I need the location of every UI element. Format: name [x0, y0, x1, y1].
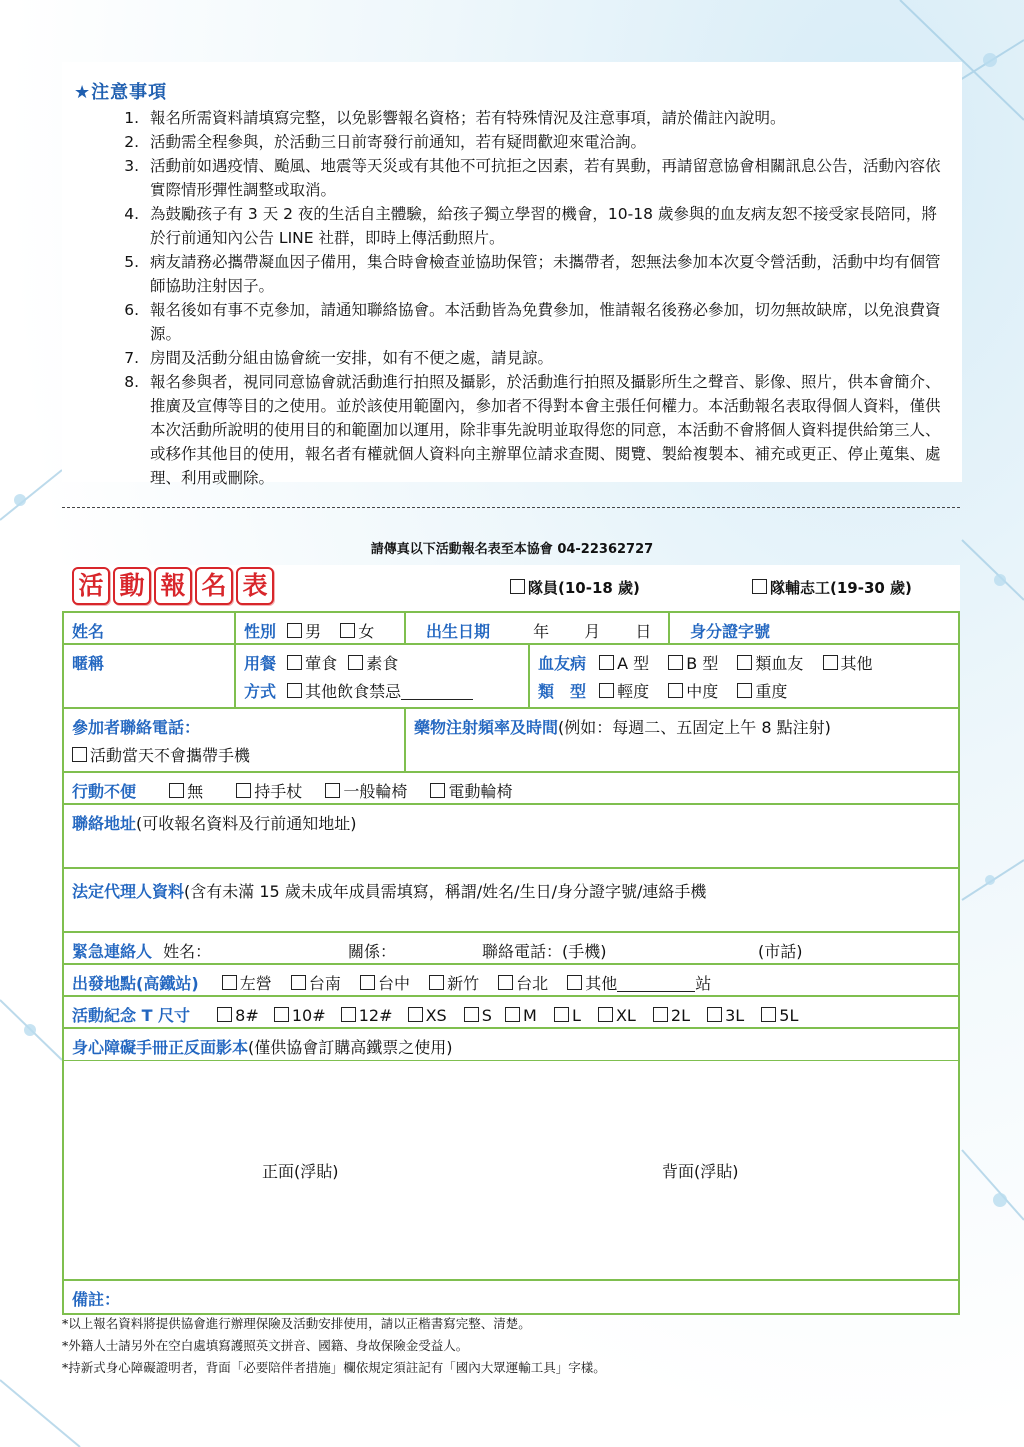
- year-label: 年: [533, 622, 550, 641]
- footnote: *以上報名資料將提供協會進行辦理保險及活動安排使用，請以正楷書寫完整、清楚。: [62, 1316, 531, 1331]
- size-label: 12#: [358, 1006, 393, 1025]
- handbook-cell: [64, 1029, 958, 1060]
- size-checkbox[interactable]: [761, 1007, 776, 1022]
- form-title-char: 名: [195, 567, 233, 605]
- handbook-label: 身心障礙手冊正反面影本: [72, 1038, 249, 1057]
- size-label: 3L: [725, 1006, 745, 1025]
- size-label: XS: [425, 1006, 447, 1025]
- form-title: [72, 567, 274, 605]
- station-checkbox[interactable]: [429, 975, 444, 990]
- size-checkbox[interactable]: [505, 1007, 520, 1022]
- mobility-electric-label: 電動輪椅: [448, 782, 513, 801]
- other-diet-input[interactable]: [401, 685, 473, 700]
- nickname-label: 暱稱: [72, 654, 105, 673]
- id-cell[interactable]: [668, 613, 958, 643]
- other-diet-label: 其他飲食禁忌: [305, 682, 402, 701]
- em-relation-label: 關係：: [348, 942, 397, 961]
- form-header: [62, 565, 960, 611]
- other-station-input[interactable]: [617, 977, 695, 992]
- size-checkbox[interactable]: [653, 1007, 668, 1022]
- meal-label: 用餐: [244, 654, 277, 673]
- row-guardian: [64, 869, 958, 933]
- checkbox[interactable]: [510, 579, 525, 594]
- row-handbook-paste: [64, 1061, 958, 1281]
- name-cell[interactable]: [64, 613, 234, 643]
- size-label: 8#: [235, 1006, 259, 1025]
- type-a-checkbox[interactable]: [599, 655, 614, 670]
- departure-label: 出發地點(高鐵站): [72, 974, 199, 993]
- row-phone-injection: [64, 709, 958, 773]
- size-checkbox[interactable]: [464, 1007, 479, 1022]
- severe-label: 重度: [755, 682, 788, 701]
- gender-label: 性別: [244, 622, 277, 641]
- type-b-checkbox[interactable]: [668, 655, 683, 670]
- row-shirt-size: [64, 997, 958, 1029]
- mobility-wheelchair-checkbox[interactable]: [325, 783, 340, 798]
- mild-label: 輕度: [617, 682, 650, 701]
- notice-list: [74, 106, 952, 490]
- guardian-note: (含有未滿 15 歲未成年成員需填寫，稱謂/姓名/生日/身分證字號/連絡手機: [184, 882, 707, 901]
- form-title-char: 動: [113, 567, 151, 605]
- row-meal-type: [64, 645, 958, 709]
- station-label: 台南: [308, 974, 341, 993]
- size-label: XL: [615, 1006, 636, 1025]
- type-like-checkbox[interactable]: [737, 655, 752, 670]
- handbook-note: (僅供協會訂購高鐵票之使用): [248, 1038, 453, 1057]
- size-label: L: [571, 1006, 581, 1025]
- type-other-label: 其他: [840, 654, 873, 673]
- checkbox[interactable]: [752, 579, 767, 594]
- meal-method-label: 方式: [244, 682, 277, 701]
- row-handbook-header: [64, 1029, 958, 1061]
- meat-checkbox[interactable]: [287, 655, 302, 670]
- remarks-cell[interactable]: [64, 1281, 958, 1313]
- role-volunteer-option[interactable]: [752, 577, 912, 598]
- id-label: 身分證字號: [690, 622, 771, 641]
- station-label: 左營: [239, 974, 272, 993]
- type-like-label: 類血友: [755, 654, 804, 673]
- footnote: *持新式身心障礙證明者，背面「必要陪伴者措施」欄依規定須註記有「國內大眾運輸工具」字樣。: [62, 1360, 606, 1375]
- em-name-label: 姓名：: [163, 942, 212, 961]
- back-paste-area[interactable]: 背面(浮貼): [662, 1162, 739, 1181]
- name-label: 姓名: [72, 622, 105, 641]
- veg-checkbox[interactable]: [348, 655, 363, 670]
- birthdate-cell[interactable]: [404, 613, 668, 643]
- veg-label: 素食: [366, 654, 399, 673]
- hemophilia-cell: [528, 645, 958, 707]
- size-label: S: [481, 1006, 492, 1025]
- hemophilia-label: 血友病: [538, 654, 587, 673]
- injection-example: (例如：每週二、五固定上午 8 點注射): [558, 718, 831, 737]
- row-basic-info: [64, 613, 958, 645]
- row-remarks: [64, 1281, 958, 1313]
- emergency-cell[interactable]: [64, 933, 958, 963]
- size-checkbox[interactable]: [217, 1007, 232, 1022]
- mobility-none-checkbox[interactable]: [169, 783, 184, 798]
- fax-instruction: 請傳真以下活動報名表至本協會 04-22362727: [370, 542, 654, 557]
- notice-item: 3. 活動前如遇疫情、颱風、地震等天災或有其他不可抗拒之因素，若有異動，再請留意協會相關訊息公告，活動內容依實際情形彈性調整或取消。: [144, 154, 952, 202]
- type-a-label: A 型: [617, 654, 650, 673]
- station-label: 台北: [516, 974, 549, 993]
- shirt-cell: [64, 997, 958, 1027]
- cut-line: [62, 507, 960, 508]
- meal-cell: [234, 645, 528, 707]
- address-label: 聯絡地址: [72, 814, 137, 833]
- registration-form: [62, 611, 960, 1315]
- female-label: 女: [358, 622, 375, 641]
- row-address: [64, 805, 958, 869]
- female-checkbox[interactable]: [340, 623, 355, 638]
- moderate-label: 中度: [686, 682, 719, 701]
- em-home-label: (市話): [758, 942, 803, 961]
- no-phone-label: 活動當天不會攜帶手機: [90, 746, 251, 765]
- address-note: (可收報名資料及行前通知地址): [136, 814, 357, 833]
- male-label: 男: [305, 622, 322, 641]
- notice-item: 1. 報名所需資料請填寫完整，以免影響報名資格；若有特殊情況及注意事項，請於備註內說明。: [144, 106, 952, 130]
- notice-panel: [62, 62, 962, 487]
- notice-title: ★注意事項: [74, 82, 168, 103]
- station-checkbox[interactable]: [567, 975, 582, 990]
- type-b-label: B 型: [686, 654, 719, 673]
- size-label: 2L: [670, 1006, 691, 1025]
- guardian-label: 法定代理人資料: [72, 882, 185, 901]
- nickname-cell[interactable]: [64, 645, 234, 707]
- mobility-label: 行動不便: [72, 782, 137, 801]
- form-title-char: 表: [236, 567, 274, 605]
- mobility-cane-label: 持手杖: [254, 782, 303, 801]
- size-checkbox[interactable]: [554, 1007, 569, 1022]
- notice-item: 2. 活動需全程參與，於活動三日前寄發行前通知，若有疑問歡迎來電洽詢。: [144, 130, 952, 154]
- size-checkbox[interactable]: [341, 1007, 356, 1022]
- footnote: *外籍人士請另外在空白處填寫護照英文拼音、國籍、身故保險金受益人。: [62, 1338, 469, 1353]
- notice-item: 7. 房間及活動分組由協會統一安排，如有不便之處，請見諒。: [144, 346, 952, 370]
- station-label: 新竹: [447, 974, 480, 993]
- size-checkbox[interactable]: [274, 1007, 289, 1022]
- injection-label: 藥物注射頻率及時間: [414, 718, 559, 737]
- mobility-wheelchair-label: 一般輪椅: [343, 782, 408, 801]
- phone-cell[interactable]: [64, 709, 404, 771]
- shirt-label: 活動紀念 T 尺寸: [72, 1006, 191, 1025]
- departure-cell: [64, 965, 958, 995]
- other-diet-checkbox[interactable]: [287, 683, 302, 698]
- station-label: 台中: [377, 974, 410, 993]
- gender-cell: [234, 613, 404, 643]
- notice-item: 5. 病友請務必攜帶凝血因子備用，集合時會檢查並協助保管；未攜帶者，恕無法參加本次夏令營活動，活動中均有個管師協助注射因子。: [144, 250, 952, 298]
- notice-item: 4. 為鼓勵孩子有 3 天 2 夜的生活自主體驗，給孩子獨立學習的機會，10-18 歲參與的血友病友恕不接受家長陪同，將於行前通知內公告 LINE 社群，即時上傳活動照片。: [144, 202, 952, 250]
- remarks-label: 備註：: [72, 1290, 121, 1309]
- station-checkbox[interactable]: [360, 975, 375, 990]
- type-other-checkbox[interactable]: [823, 655, 838, 670]
- birthdate-label: 出生日期: [426, 622, 491, 641]
- em-phone-label: 聯絡電話：(手機): [482, 942, 607, 961]
- mobility-cane-checkbox[interactable]: [236, 783, 251, 798]
- mild-checkbox[interactable]: [599, 683, 614, 698]
- severity-label: 類 型: [538, 682, 587, 701]
- notice-item: 8. 報名參與者，視同同意協會就活動進行拍照及攝影，於活動進行拍照及攝影所生之聲音、影像、照片，供本會簡介、推廣及宣傳等目的之使用。並於該使用範圍內，參加者不得對本會主張任何權力。本活動報名表取得個人資料，僅供本次活動所說明的使用目的和範圍加以運用，除非事先說明並取得您的同意，本活動不會將個人資料提供給第三人、或移作其他目的使用，報名者有權就個人資料向主辦單位請求查閱、閱覽、製給複製本、補充或更正、停止蒐集、處理、利用或刪除。: [144, 370, 952, 490]
- day-label: 日: [635, 622, 652, 641]
- form-title-char: 報: [154, 567, 192, 605]
- size-label: 10#: [291, 1006, 326, 1025]
- station-checkbox[interactable]: [498, 975, 513, 990]
- form-title-char: 活: [72, 567, 110, 605]
- mobility-cell: [64, 773, 958, 803]
- footnotes: [62, 1313, 606, 1379]
- phone-label: 參加者聯絡電話：: [72, 718, 201, 737]
- mobility-electric-checkbox[interactable]: [430, 783, 445, 798]
- front-paste-area[interactable]: 正面(浮貼): [262, 1162, 339, 1181]
- role-member-label: 隊員(10-18 歲): [528, 579, 640, 597]
- no-phone-checkbox[interactable]: [72, 747, 87, 762]
- meat-label: 葷食: [305, 654, 338, 673]
- male-checkbox[interactable]: [287, 623, 302, 638]
- size-label: 5L: [779, 1006, 799, 1025]
- size-checkbox[interactable]: [408, 1007, 423, 1022]
- moderate-checkbox[interactable]: [668, 683, 683, 698]
- severe-checkbox[interactable]: [737, 683, 752, 698]
- role-member-option[interactable]: [510, 577, 640, 598]
- row-departure: [64, 965, 958, 997]
- mobility-none-label: 無: [187, 782, 204, 801]
- emergency-label: 緊急連絡人: [72, 942, 153, 961]
- size-checkbox[interactable]: [707, 1007, 722, 1022]
- month-label: 月: [584, 622, 601, 641]
- injection-cell[interactable]: [404, 709, 958, 771]
- notice-item: 6. 報名後如有事不克參加，請通知聯絡協會。本活動皆為免費參加，惟請報名後務必參加，切勿無故缺席，以免浪費資源。: [144, 298, 952, 346]
- size-checkbox[interactable]: [598, 1007, 613, 1022]
- role-volunteer-label: 隊輔志工(19-30 歲): [770, 579, 912, 597]
- size-label: M: [523, 1006, 537, 1025]
- station-checkbox[interactable]: [222, 975, 237, 990]
- row-mobility: [64, 773, 958, 805]
- guardian-cell[interactable]: [64, 869, 958, 931]
- row-emergency: [64, 933, 958, 965]
- station-suffix: 站: [695, 974, 712, 993]
- station-label: 其他: [585, 974, 618, 993]
- station-checkbox[interactable]: [291, 975, 306, 990]
- address-cell[interactable]: [64, 805, 958, 867]
